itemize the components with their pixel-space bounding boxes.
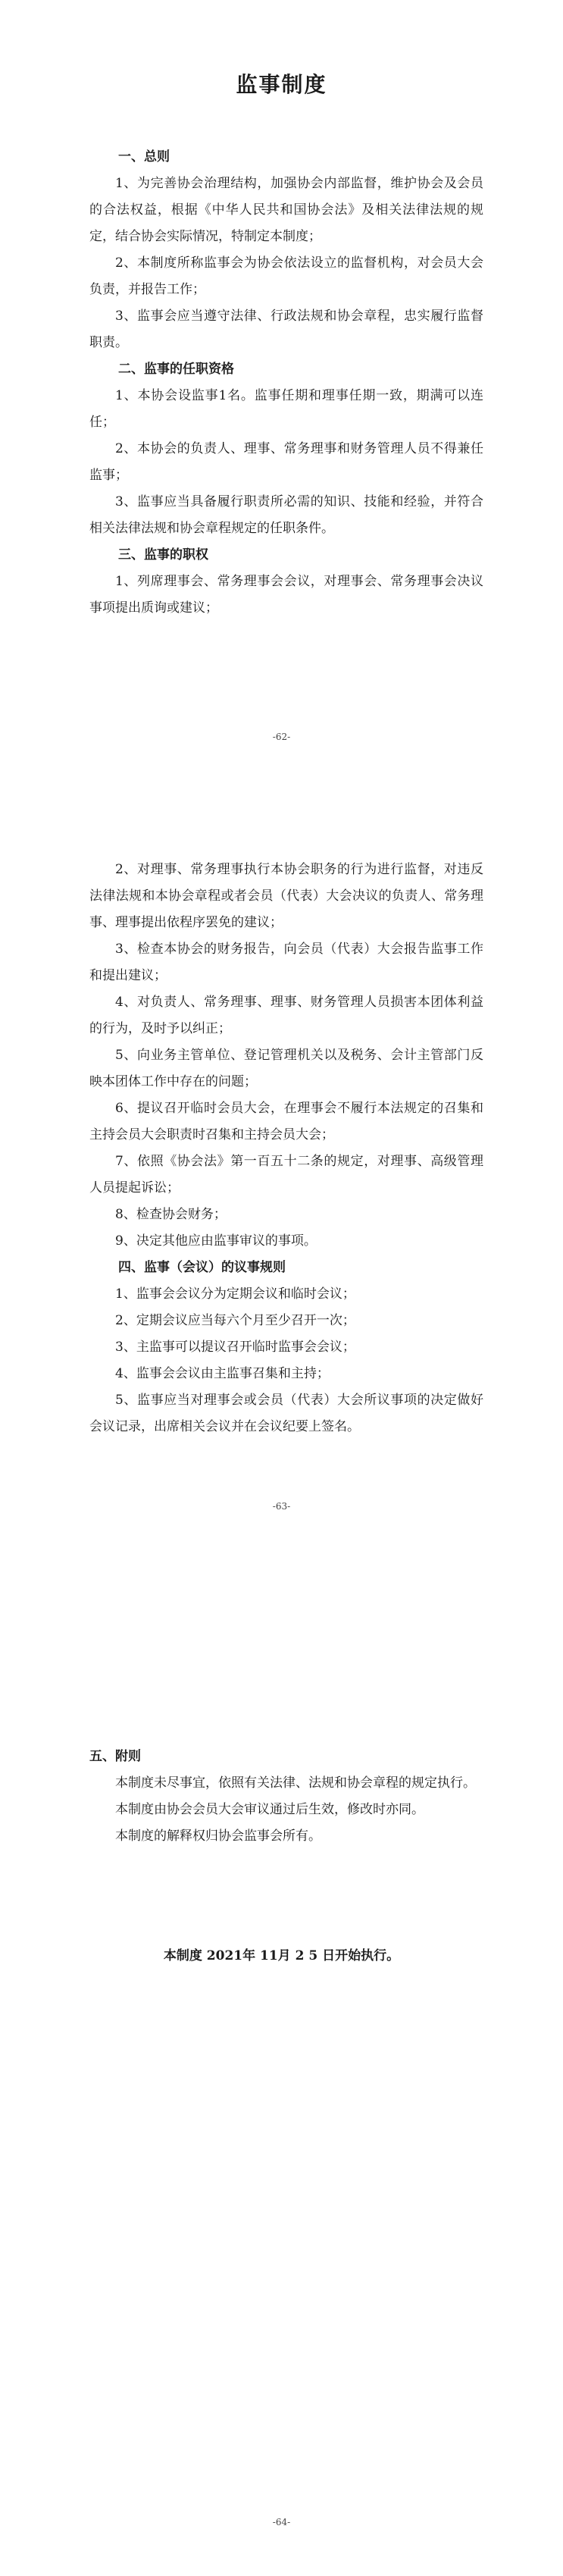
paragraph: 6、提议召开临时会员大会，在理事会不履行本法规定的召集和主持会员大会职责时召集和主持会员大会； [89,1101,483,1142]
paragraph: 本制度由协会会员大会审议通过后生效，修改时亦同。 [115,1802,424,1817]
section-heading-appendix: 五、附则 [89,1749,141,1764]
paragraph: 5、监事应当对理事会或会员（代表）大会所议事项的决定做好会议记录，出席相关会议并在会议纪要上签名。 [89,1393,483,1434]
page-64 [0,1728,563,2576]
effective-date-note: 本制度 2021年 11月 2 5 日开始执行。 [163,1948,400,1963]
page-63 [0,857,563,1698]
paragraph: 3、监事会应当遵守法律、行政法规和协会章程，忠实履行监督职责。 [89,309,483,350]
page-number: -62- [272,732,291,742]
paragraph: 9、决定其他应由监事审议的事项。 [115,1233,317,1249]
paragraph: 1、本协会设监事1名。监事任期和理事任期一致，期满可以连任； [89,388,483,430]
page-62 [0,0,563,781]
paragraph: 7、依照《协会法》第一百五十二条的规定，对理事、高级管理人员提起诉讼； [89,1154,483,1196]
page-number: -64- [272,2517,291,2527]
paragraph: 2、对理事、常务理事执行本协会职务的行为进行监督，对违反法律法规和本协会章程或者会员（代表）大会决议的负责人、常务理事、理事提出依程序罢免的建议； [89,862,483,930]
paragraph: 本制度的解释权归协会监事会所有。 [115,1829,321,1844]
document-title: 监事制度 [236,72,327,97]
paragraph: 3、检查本协会的财务报告，向会员（代表）大会报告监事工作和提出建议； [89,942,483,983]
section-heading-general: 一、总则 [118,149,170,165]
section-heading-meeting-rules: 四、监事（会议）的议事规则 [118,1260,286,1275]
paragraph: 2、本协会的负责人、理事、常务理事和财务管理人员不得兼任监事； [89,441,483,483]
section-heading-powers: 三、监事的职权 [118,547,208,563]
paragraph: 1、为完善协会治理结构，加强协会内部监督，维护协会及会员的合法权益，根据《中华人民共和国协会法》及相关法律法规的规定，结合协会实际情况，特制定本制度； [89,176,483,244]
page-64-body [89,1744,483,1850]
paragraph: 3、监事应当具备履行职责所必需的知识、技能和经验，并符合相关法律法规和协会章程规定的任职条件。 [89,494,483,536]
page-number: -63- [272,1501,291,1512]
paragraph: 4、监事会会议由主监事召集和主持； [115,1366,330,1381]
paragraph: 1、监事会会议分为定期会议和临时会议； [115,1286,355,1302]
paragraph: 2、定期会议应当每六个月至少召开一次； [115,1313,355,1328]
page-63-body [89,857,483,1440]
paragraph: 5、向业务主管单位、登记管理机关以及税务、会计主管部门反映本团体工作中存在的问题； [89,1048,483,1089]
paragraph: 3、主监事可以提议召开临时监事会会议； [115,1340,355,1355]
paragraph: 本制度未尽事宜，依照有关法律、法规和协会章程的规定执行。 [115,1775,476,1791]
section-heading-qualifications: 二、监事的任职资格 [118,362,234,377]
page-62-body [89,144,483,622]
paragraph: 2、本制度所称监事会为协会依法设立的监督机构，对会员大会负责，并报告工作； [89,255,483,297]
paragraph: 4、对负责人、常务理事、理事、财务管理人员损害本团体利益的行为，及时予以纠正； [89,995,483,1036]
paragraph: 1、列席理事会、常务理事会会议，对理事会、常务理事会决议事项提出质询或建议； [89,574,483,616]
paragraph: 8、检查协会财务； [115,1207,227,1222]
